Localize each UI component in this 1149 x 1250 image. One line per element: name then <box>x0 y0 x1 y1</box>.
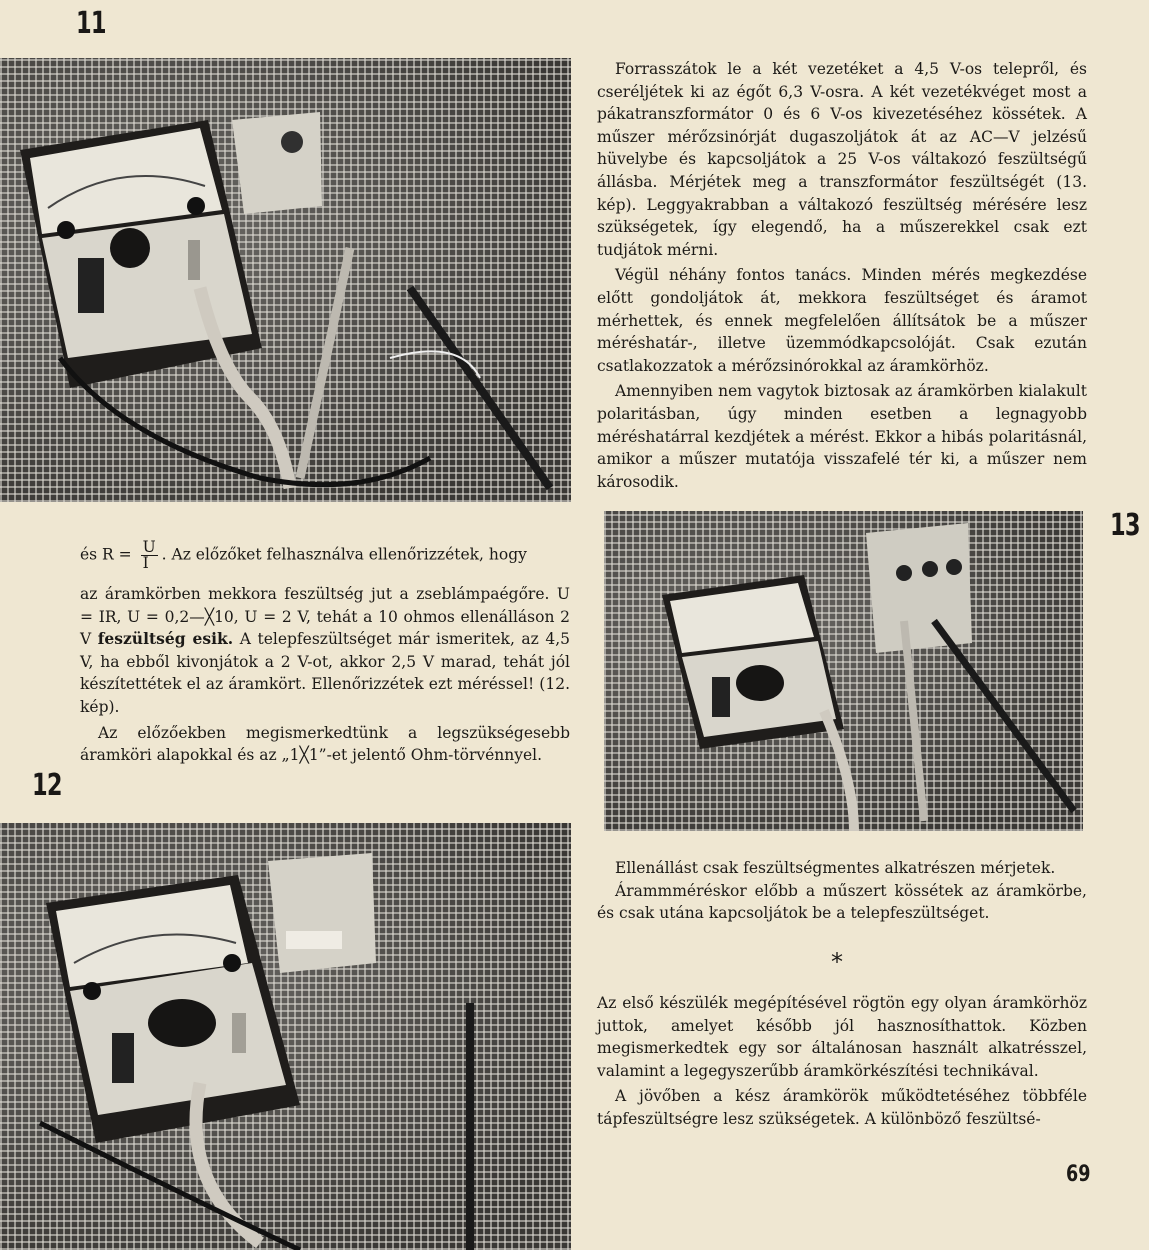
text-right-bottom-2 <box>597 992 1087 1131</box>
paragraph: Árammméréskor előbb a műszert kössétek az áramkörbe, és csak utána kapcsoljátok be a telepfeszültséget. <box>597 881 1087 923</box>
text-run: A telepfeszültséget már ismeritek, az 4,5 V, ha ebből kivonjátok a 2 V-ot, akkor 2,5 V marad, tehát jól készítettétek el az áramkört. Ellenőrizzétek ezt méréssel! (12. kép). <box>80 630 571 716</box>
paragraph: Forrasszátok le a két vezetéket a 4,5 V-os telepről, és cseréljétek ki az égőt 6,3 V-osra. A két vezetékvéget most a pákatranszformátor 0 és 6 V-os kivezetéséhez kössétek. A műszer mérőzsinórját dugaszoljátok át az AC—V jelzésű hüvelybe és kapcsoljátok a 25 V-os váltakozó feszültségű állásba. Mérjétek meg a transzformátor feszültségét (13. kép). Leggyakrabban a váltakozó feszültség mérésére lesz szükségetek, így elegendő, ha a műszerekkel csak ezt tudjátok mérni. <box>597 60 1087 259</box>
photo-multimeter-12 <box>0 823 571 1250</box>
text-run: az áramkörben mekkora feszültség jut a zseblámpaégőre. U = IR, U = 0,2—╳10, U = 2 V, tehát a 10 ohmos ellenálláson 2 V <box>80 585 570 649</box>
paragraph <box>80 583 570 719</box>
formula-fraction <box>141 540 158 571</box>
formula-numerator: U <box>142 538 156 556</box>
figure-number-13: 13 <box>1110 508 1140 543</box>
paragraph: Az előzőekben megismerkedtünk a legszükségesebb áramköri alapokkal és az „1╳1”-et jelentő Ohm-törvénnyel. <box>80 723 570 765</box>
paragraph: Ellenállást csak feszültségmentes alkatrészen mérjetek. <box>615 859 1056 877</box>
text-bold: feszültség esik. <box>97 629 234 649</box>
paragraph: Az első készülék megépítésével rögtön egy olyan áramkörhöz juttok, amelyet később jól hasznosíthattok. Közben megismerkedtek egy sor általánosan használt alkatrésszel, valamint a legegyszerűbb áramkörkészítési technikával. <box>597 994 1087 1080</box>
section-asterisk: * <box>831 948 843 976</box>
photo-multimeter-11 <box>0 58 571 502</box>
figure-number-12: 12 <box>32 768 62 803</box>
formula-denominator: I <box>142 554 149 572</box>
text-right-bottom <box>597 857 1087 925</box>
paragraph: Amennyiben nem vagytok biztosak az áramkörben kialakult polaritásban, úgy minden esetben a legnagyobb méréshatárral kezdjétek a mérést. Ekkor a hibás polaritásnál, amikor a műszer mutatója visszafelé tér ki, a műszer nem károsodik. <box>597 382 1087 491</box>
text-right-top <box>597 58 1087 493</box>
paragraph: Végül néhány fontos tanács. Minden mérés megkezdése előtt gondoljátok át, mekkora feszültséget és áramot mérhettek, és ennek megfelelően állítsátok be a műszer méréshatár-, illetve üzemmódkapcsolóját. Csak ezután csatlakozzatok a mérőzsinórokkal az áramkörhöz. <box>597 266 1087 375</box>
figure-number-11: 11 <box>76 6 106 41</box>
page-number: 69 <box>1066 1162 1091 1187</box>
formula-line <box>80 540 570 571</box>
photo-multimeter-13 <box>604 511 1083 831</box>
paragraph: A jövőben a kész áramkörök működtetéséhez többféle tápfeszültségre lesz szükségetek. A különböző feszültsé- <box>597 1087 1087 1128</box>
formula-suffix: . Az előzőket felhasználva ellenőrizzétek, hogy <box>161 545 527 564</box>
text-left-middle <box>80 540 570 767</box>
formula-prefix: és R = <box>80 545 132 564</box>
